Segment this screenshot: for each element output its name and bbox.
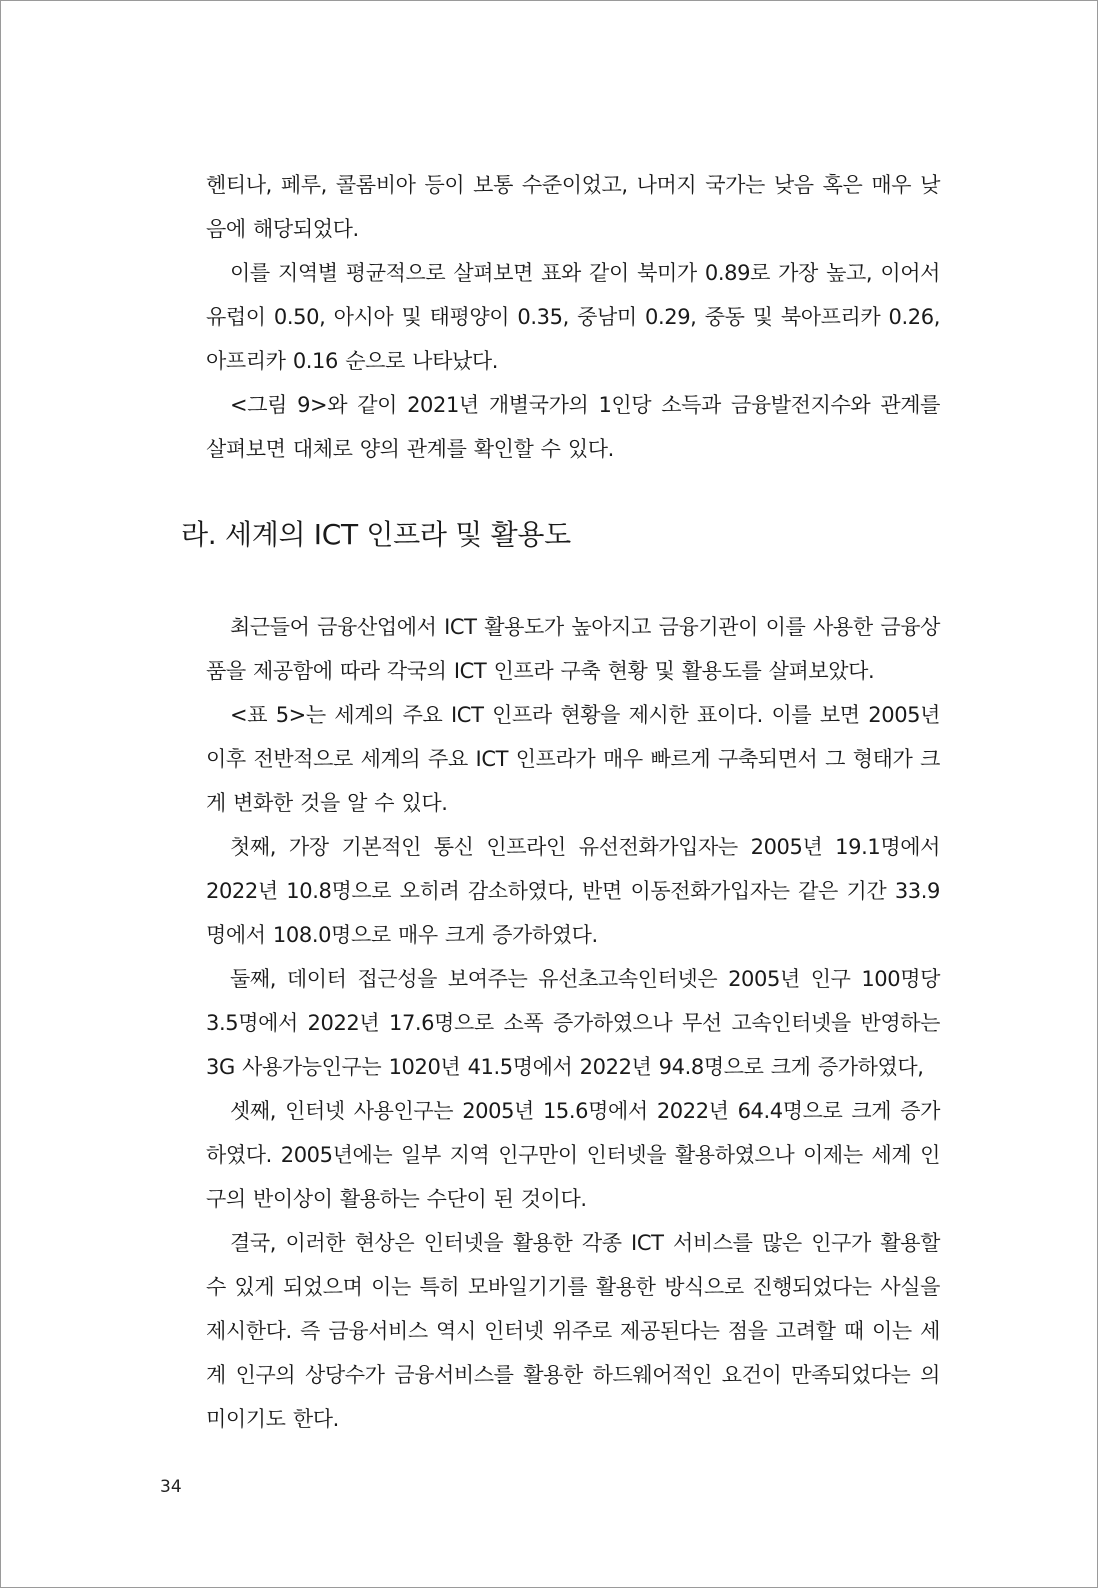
paragraph-figure-9-reference: <그림 9>와 같이 2021년 개별국가의 1인당 소득과 금융발전지수와 관계를 살펴보면 대체로 양의 관계를 확인할 수 있다. — [206, 393, 940, 461]
body-text-bottom — [206, 605, 940, 1441]
paragraph-conclusion: 결국, 이러한 현상은 인터넷을 활용한 각종 ICT 서비스를 많은 인구가 활용할 수 있게 되었으며 이는 특히 모바일기기를 활용한 방식으로 진행되었다는 사실을 제시한다. 즉 금융서비스 역시 인터넷 위주로 제공된다는 점을 고려할 때 이는 세계 인구의 상당수가 금융서비스를 활용한 하드웨어적인 요건이 만족되었다는 의미이기도 한다. — [206, 1231, 940, 1431]
body-text-top — [206, 163, 940, 471]
paragraph-third-point: 셋째, 인터넷 사용인구는 2005년 15.6명에서 2022년 64.4명으로 크게 증가하였다. 2005년에는 일부 지역 인구만이 인터넷을 활용하였으나 이제는 세계 인구의 반이상이 활용하는 수단이 된 것이다. — [206, 1099, 940, 1211]
paragraph-table-5-reference: <표 5>는 세계의 주요 ICT 인프라 현황을 제시한 표이다. 이를 보면 2005년 이후 전반적으로 세계의 주요 ICT 인프라가 매우 빠르게 구축되면서 그 형태가 크게 변화한 것을 알 수 있다. — [206, 703, 940, 815]
paragraph-continuation: 헨티나, 페루, 콜롬비아 등이 보통 수준이었고, 나머지 국가는 낮음 혹은 매우 낮음에 해당되었다. — [206, 173, 940, 241]
page-number: 34 — [160, 1477, 182, 1497]
paragraph-first-point: 첫째, 가장 기본적인 통신 인프라인 유선전화가입자는 2005년 19.1명에서 2022년 10.8명으로 오히려 감소하였다, 반면 이동전화가입자는 같은 기간 33.9명에서 108.0명으로 매우 크게 증가하였다. — [206, 835, 940, 947]
paragraph-regional-average: 이를 지역별 평균적으로 살펴보면 표와 같이 북미가 0.89로 가장 높고, 이어서 유럽이 0.50, 아시아 및 태평양이 0.35, 중남미 0.29, 중동 및 북아프리카 0.26, 아프리카 0.16 순으로 나타났다. — [206, 261, 940, 373]
paragraph-second-point: 둘째, 데이터 접근성을 보여주는 유선초고속인터넷은 2005년 인구 100명당 3.5명에서 2022년 17.6명으로 소폭 증가하였으나 무선 고속인터넷을 반영하는 3G 사용가능인구는 1020년 41.5명에서 2022년 94.8명으로 크게 증가하였다, — [206, 967, 940, 1079]
section-heading: 라. 세계의 ICT 인프라 및 활용도 — [181, 518, 571, 551]
paragraph-ict-intro: 최근들어 금융산업에서 ICT 활용도가 높아지고 금융기관이 이를 사용한 금융상품을 제공함에 따라 각국의 ICT 인프라 구축 현황 및 활용도를 살펴보았다. — [206, 615, 940, 683]
